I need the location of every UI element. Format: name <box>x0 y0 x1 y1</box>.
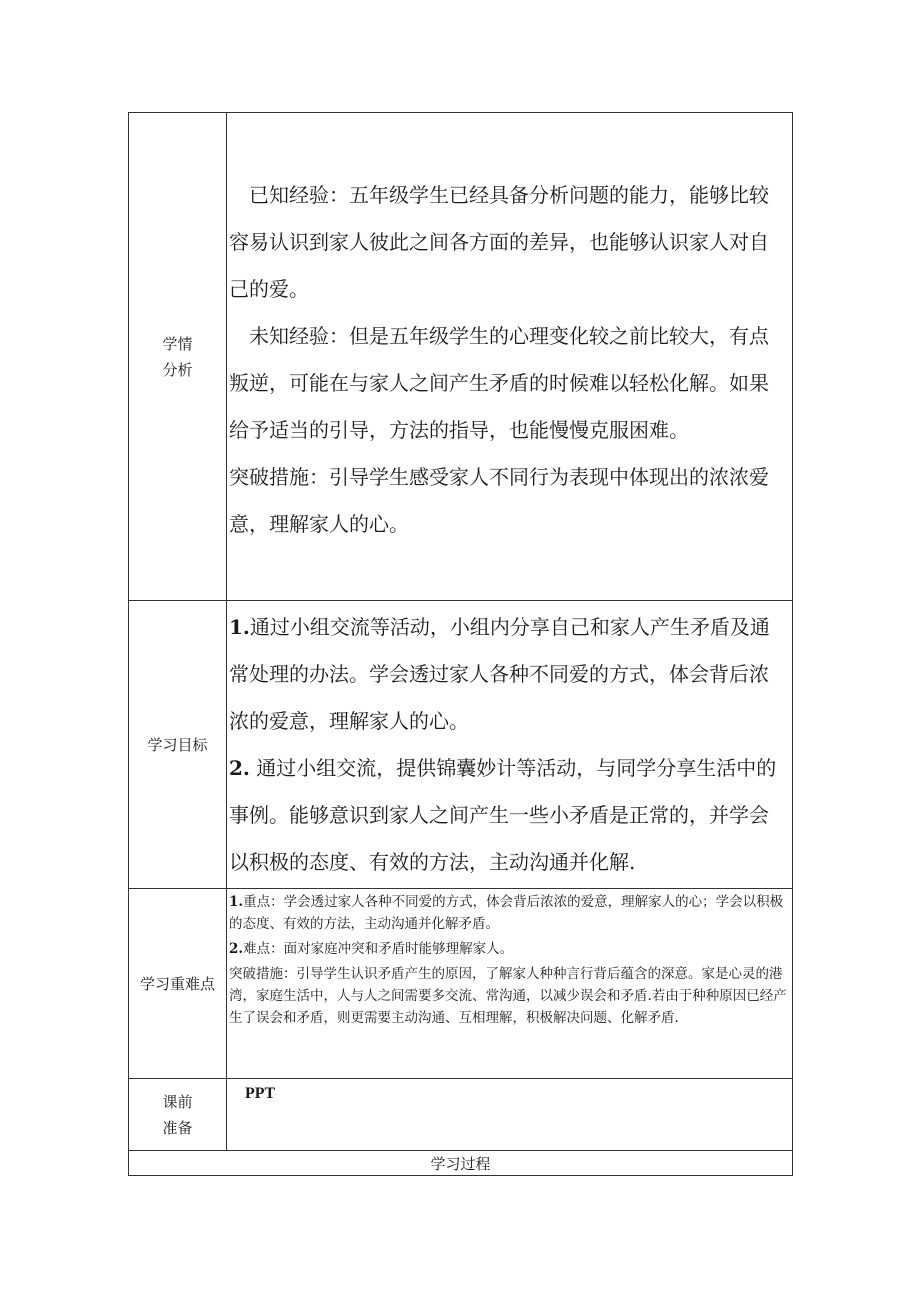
goal-item: 2. 通过小组交流，提供锦囊妙计等活动，与同学分享生活中的事例。能够意识到家人之间产生一些小矛盾是正常的，并学会以积极的态度、有效的方法，主动沟通并化解. <box>229 756 777 874</box>
goals-label: 学习目标 <box>129 601 227 888</box>
unknown-experience: 未知经验：但是五年级学生的心理变化较之前比较大，有点叛逆，可能在与家人之间产生矛盾的时候难以轻松化解。如果给予适当的引导，方法的指导，也能慢慢克服困难。 <box>229 324 769 442</box>
analysis-label: 学情 分析 <box>129 113 227 600</box>
key-point-item: 1.重点：学会透过家人各种不同爱的方式，体会背后浓浓的爱意，理解家人的心；学会以积极的态度、有效的方法，主动沟通并化解矛盾。 <box>229 894 784 932</box>
preparation-label: 课前 准备 <box>129 1079 227 1150</box>
analysis-content <box>227 113 792 600</box>
key-points-row <box>129 889 792 1079</box>
key-point-item: 2.难点：面对家庭冲突和矛盾时能够理解家人。 <box>229 941 514 957</box>
preparation-content <box>227 1079 792 1150</box>
key-points-content <box>227 889 792 1078</box>
ppt-text: PPT <box>245 1085 276 1102</box>
key-points-breakthrough: 突破措施：引导学生认识矛盾产生的原因，了解家人种种言行背后蕴含的深意。家是心灵的港湾，家庭生活中，人与人之间需要多交流、常沟通，以减少误会和矛盾.若由于种种原因已经产生了误会和矛盾，则更需要主动沟通、互相理解，积极解决问题、化解矛盾. <box>229 966 787 1026</box>
process-header: 学习过程 <box>430 1154 491 1173</box>
goal-item: 1.通过小组交流等活动，小组内分享自己和家人产生矛盾及通常处理的办法。学会透过家人各种不同爱的方式，体会背后浓浓的爱意，理解家人的心。 <box>229 615 770 733</box>
preparation-row <box>129 1079 792 1151</box>
key-points-label: 学习重难点 <box>129 889 227 1078</box>
analysis-row <box>129 113 792 601</box>
known-experience: 已知经验：五年级学生已经具备分析问题的能力，能够比较容易认识到家人彼此之间各方面的差异，也能够认识家人对自己的爱。 <box>229 183 769 301</box>
goals-content <box>227 601 792 888</box>
breakthrough-measures: 突破措施：引导学生感受家人不同行为表现中体现出的浓浓爱意，理解家人的心。 <box>229 465 769 536</box>
lesson-plan-table <box>128 112 793 1176</box>
process-row <box>129 1151 792 1175</box>
goals-row <box>129 601 792 889</box>
